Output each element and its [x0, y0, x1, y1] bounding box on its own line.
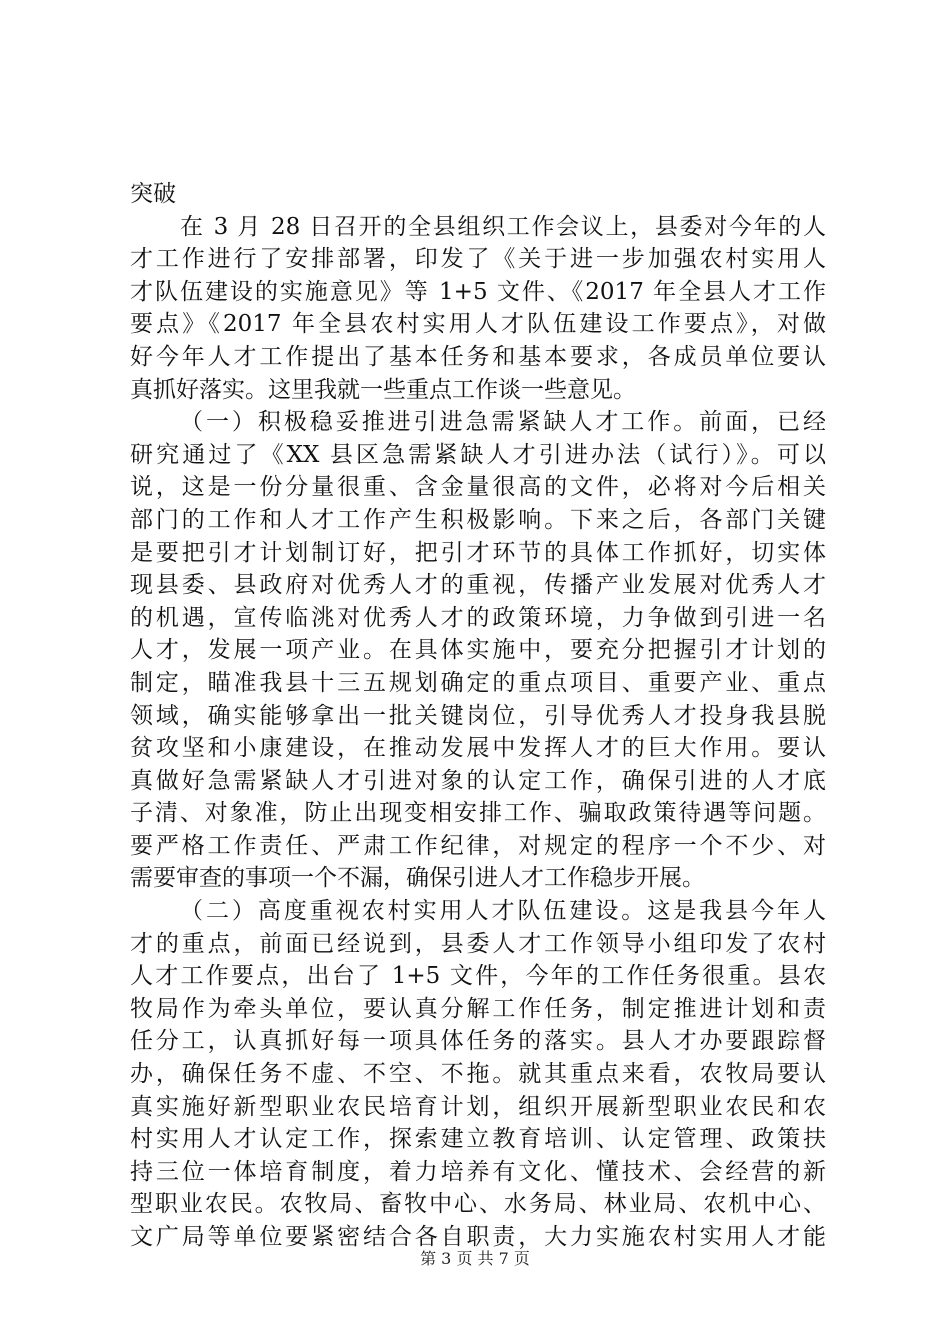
text-line: 型职业农民。农牧局、畜牧中心、水务局、林业局、农机中心、 [130, 1191, 826, 1218]
text-line: 持三位一体培育制度，着力培养有文化、懂技术、会经营的新 [130, 1158, 826, 1185]
text-line: 牧局作为牵头单位，要认真分解工作任务，制定推进计划和责 [130, 995, 826, 1022]
text-line: 好今年人才工作提出了基本任务和基本要求，各成员单位要认 [130, 343, 826, 370]
text-line: 是要把引才计划制订好，把引才环节的具体工作抓好，切实体 [130, 539, 826, 566]
text-line: 部门的工作和人才工作产生积极影响。下来之后，各部门关键 [130, 506, 826, 533]
text-line: 村实用人才认定工作，探索建立教育培训、认定管理、政策扶 [130, 1126, 826, 1153]
text-line: 才队伍建设的实施意见》等 1+5 文件、《2017 年全县人才工作 [130, 278, 826, 305]
text-line: 需要审查的事项一个不漏，确保引进人才工作稳步开展。 [130, 865, 705, 892]
text-line: 现县委、县政府对优秀人才的重视，传播产业发展对优秀人才 [130, 572, 826, 599]
text-line: 文广局等单位要紧密结合各自职责，大力实施农村实用人才能 [130, 1224, 826, 1250]
text-line: 要点》《2017 年全县农村实用人才队伍建设工作要点》，对做 [130, 311, 826, 338]
text-line: 领域，确实能够拿出一批关键岗位，引导优秀人才投身我县脱 [130, 702, 826, 729]
text-line: 办，确保任务不虚、不空、不拖。就其重点来看，农牧局要认 [130, 1061, 826, 1088]
text-line: 要严格工作责任、严肃工作纪律，对规定的程序一个不少、对 [130, 832, 826, 859]
text-line: 真实施好新型职业农民培育计划，组织开展新型职业农民和农 [130, 1093, 826, 1120]
page-number-label: 第 3 页 共 7 页 [420, 1249, 530, 1268]
text-line: （一）积极稳妥推进引进急需紧缺人才工作。前面，已经 [180, 409, 826, 436]
text-line: 才工作进行了安排部署，印发了《关于进一步加强农村实用人 [130, 246, 826, 273]
text-line: 任分工，认真抓好每一项具体任务的落实。县人才办要跟踪督 [130, 1028, 826, 1055]
text-line: （二）高度重视农村实用人才队伍建设。这是我县今年人 [180, 898, 826, 925]
text-line: 说，这是一份分量很重、含金量很高的文件，必将对今后相关 [130, 474, 826, 501]
page-footer [0, 1246, 950, 1269]
text-line: 真抓好落实。这里我就一些重点工作谈一些意见。 [130, 376, 636, 403]
document-body [130, 178, 826, 1254]
text-line: 研究通过了《XX 县区急需紧缺人才引进办法（试行）》。可以 [130, 441, 826, 468]
text-line: 贫攻坚和小康建设，在推动发展中发挥人才的巨大作用。要认 [130, 735, 826, 762]
text-line: 人才工作要点，出台了 1+5 文件，今年的工作任务很重。县农 [130, 963, 826, 990]
text-line: 子清、对象准，防止出现变相安排工作、骗取政策待遇等问题。 [130, 800, 826, 827]
text-line: 制定，瞄准我县十三五规划确定的重点项目、重要产业、重点 [130, 669, 826, 696]
text-line: 人才，发展一项产业。在具体实施中，要充分把握引才计划的 [130, 637, 826, 664]
text-line: 才的重点，前面已经说到，县委人才工作领导小组印发了农村 [130, 930, 826, 957]
text-line: 在 3 月 28 日召开的全县组织工作会议上，县委对今年的人 [180, 213, 826, 240]
text-line: 的机遇，宣传临洮对优秀人才的政策环境，力争做到引进一名 [130, 604, 826, 631]
text-line: 真做好急需紧缺人才引进对象的认定工作，确保引进的人才底 [130, 767, 826, 794]
text-line: 突破 [130, 181, 176, 207]
